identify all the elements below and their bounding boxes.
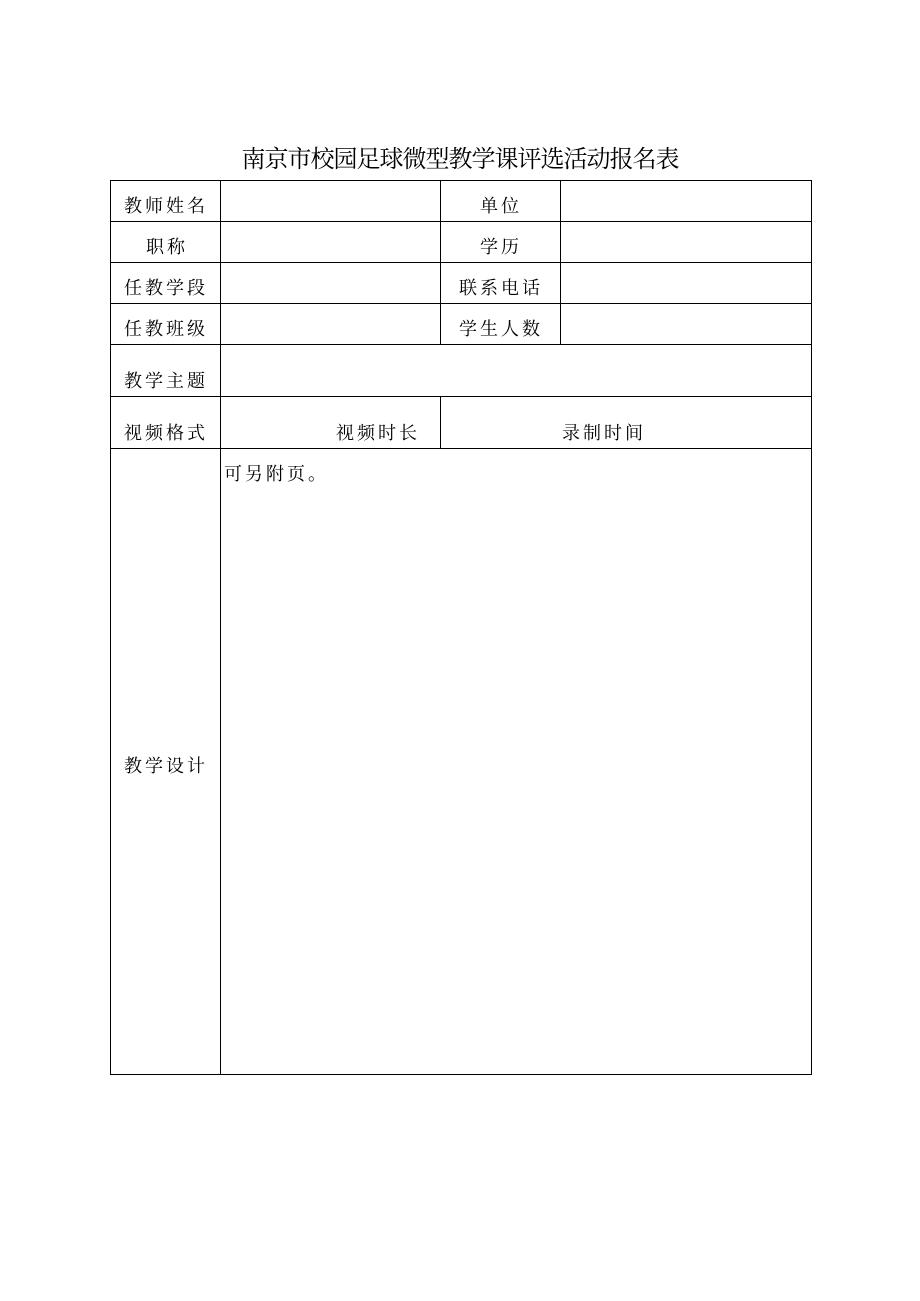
teaching-stage-field[interactable]	[221, 263, 440, 303]
job-title-field[interactable]	[221, 222, 440, 262]
teaching-topic-label: 教学主题	[124, 371, 208, 392]
table-border-bottom	[110, 1074, 812, 1075]
education-field[interactable]	[561, 222, 811, 262]
middle-column-divider	[440, 396, 441, 448]
student-count-field[interactable]	[561, 304, 811, 344]
video-format-label: 视频格式	[124, 423, 208, 444]
middle-column-divider	[440, 180, 441, 344]
video-duration-label: 视频时长	[336, 423, 420, 444]
phone-label: 联系电话	[459, 278, 543, 299]
attach-page-note: 可另附页。	[224, 464, 329, 485]
teaching-stage-label: 任教学段	[124, 278, 208, 299]
teaching-class-label: 任教班级	[124, 319, 208, 340]
teacher-name-field[interactable]	[221, 181, 440, 221]
teaching-class-field[interactable]	[221, 304, 440, 344]
row-divider	[110, 396, 812, 397]
teacher-name-label: 教师姓名	[124, 196, 208, 217]
phone-field[interactable]	[561, 263, 811, 303]
teaching-design-label: 教学设计	[124, 756, 208, 777]
teaching-topic-field[interactable]	[221, 345, 811, 396]
unit-label: 单位	[480, 196, 522, 217]
unit-field[interactable]	[561, 181, 811, 221]
teaching-design-field[interactable]	[221, 449, 811, 1074]
table-border-left	[110, 180, 111, 1075]
job-title-label: 职称	[146, 237, 188, 258]
recording-time-label: 录制时间	[562, 423, 646, 444]
form-title: 南京市校园足球微型教学课评选活动报名表	[241, 145, 679, 173]
table-border-right	[811, 180, 812, 1075]
education-label: 学历	[480, 237, 522, 258]
registration-form	[110, 180, 812, 1075]
student-count-label: 学生人数	[459, 319, 543, 340]
